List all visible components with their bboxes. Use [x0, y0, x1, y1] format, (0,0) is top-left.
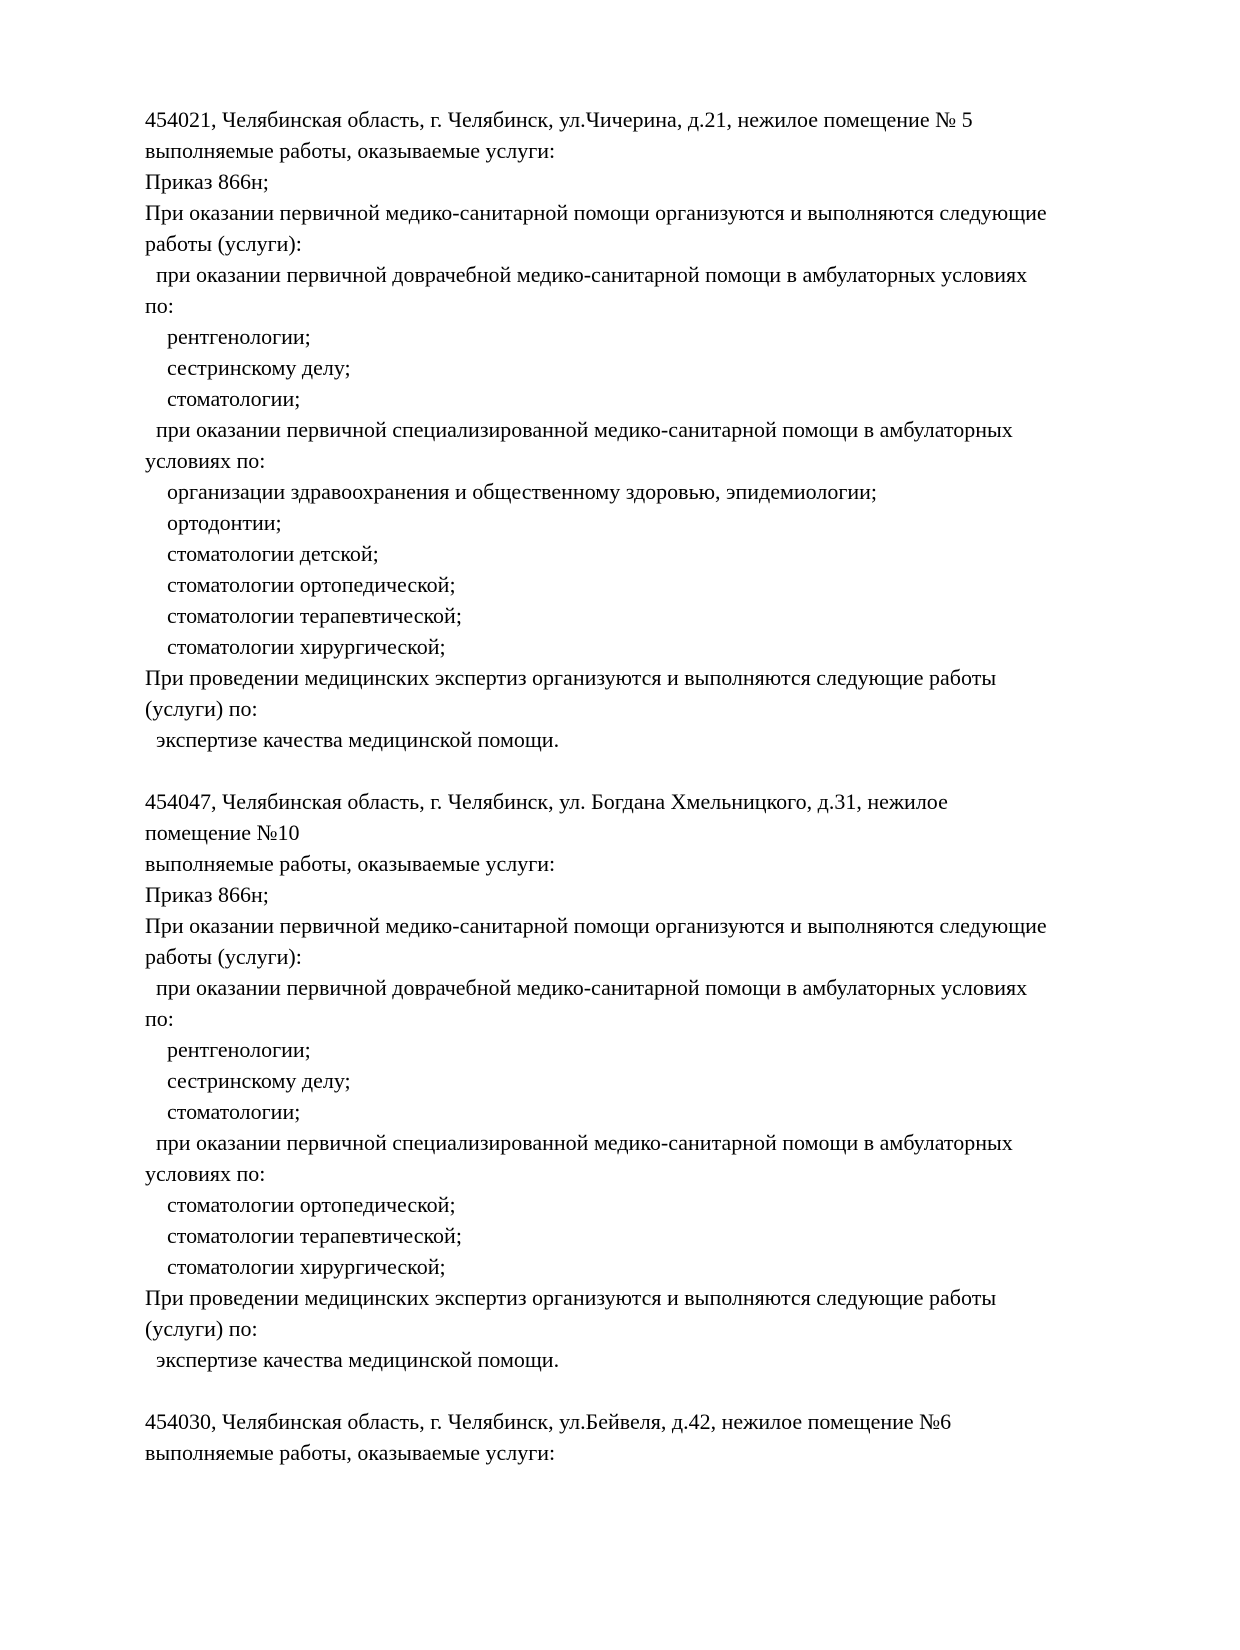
text-line: экспертизе качества медицинской помощи. — [145, 1347, 560, 1372]
text-line: помещение №10 — [145, 820, 300, 845]
text-line: сестринскому делу; — [145, 355, 351, 380]
text-line: При проведении медицинских экспертиз организуются и выполняются следующие работы — [145, 1285, 997, 1310]
text-line: стоматологии терапевтической; — [145, 603, 462, 628]
text-line: при оказании первичной доврачебной медико-санитарной помощи в амбулаторных условиях — [145, 262, 1028, 287]
text-line: при оказании первичной специализированной медико-санитарной помощи в амбулаторных — [145, 1130, 1013, 1155]
text-line: При проведении медицинских экспертиз организуются и выполняются следующие работы — [145, 665, 997, 690]
text-line: стоматологии детской; — [145, 541, 379, 566]
text-line: выполняемые работы, оказываемые услуги: — [145, 1440, 556, 1465]
text-line: по: — [145, 293, 174, 318]
text-line: стоматологии терапевтической; — [145, 1223, 462, 1248]
text-line: ортодонтии; — [145, 510, 282, 535]
text-line: условиях по: — [145, 448, 266, 473]
text-line: работы (услуги): — [145, 231, 302, 256]
text-line: сестринскому делу; — [145, 1068, 351, 1093]
text-line: выполняемые работы, оказываемые услуги: — [145, 138, 556, 163]
text-line: (услуги) по: — [145, 1316, 258, 1341]
text-line: рентгенологии; — [145, 324, 311, 349]
text-line: при оказании первичной специализированной медико-санитарной помощи в амбулаторных — [145, 417, 1013, 442]
text-line: стоматологии; — [145, 1099, 301, 1124]
text-line: (услуги) по: — [145, 696, 258, 721]
text-line: 454047, Челябинская область, г. Челябинск, ул. Богдана Хмельницкого, д.31, нежилое — [145, 789, 948, 814]
text-line: Приказ 866н; — [145, 169, 269, 194]
license-address-block-1 — [145, 104, 1102, 755]
text-line: При оказании первичной медико-санитарной помощи организуются и выполняются следующие — [145, 913, 1047, 938]
text-line: стоматологии ортопедической; — [145, 1192, 456, 1217]
text-line: выполняемые работы, оказываемые услуги: — [145, 851, 556, 876]
text-line: условиях по: — [145, 1161, 266, 1186]
text-line: рентгенологии; — [145, 1037, 311, 1062]
text-line: 454021, Челябинская область, г. Челябинск, ул.Чичерина, д.21, нежилое помещение № 5 — [145, 107, 973, 132]
text-line: экспертизе качества медицинской помощи. — [145, 727, 560, 752]
text-line: стоматологии хирургической; — [145, 634, 446, 659]
text-line: работы (услуги): — [145, 944, 302, 969]
license-address-block-2 — [145, 786, 1102, 1375]
text-line: при оказании первичной доврачебной медико-санитарной помощи в амбулаторных условиях — [145, 975, 1028, 1000]
text-line: организации здравоохранения и общественному здоровью, эпидемиологии; — [145, 479, 878, 504]
text-line: При оказании первичной медико-санитарной помощи организуются и выполняются следующие — [145, 200, 1047, 225]
text-line: стоматологии; — [145, 386, 301, 411]
license-address-block-3 — [145, 1406, 1102, 1468]
text-line: по: — [145, 1006, 174, 1031]
text-line: 454030, Челябинская область, г. Челябинск, ул.Бейвеля, д.42, нежилое помещение №6 — [145, 1409, 952, 1434]
text-line: Приказ 866н; — [145, 882, 269, 907]
text-line: стоматологии ортопедической; — [145, 572, 456, 597]
text-line: стоматологии хирургической; — [145, 1254, 446, 1279]
